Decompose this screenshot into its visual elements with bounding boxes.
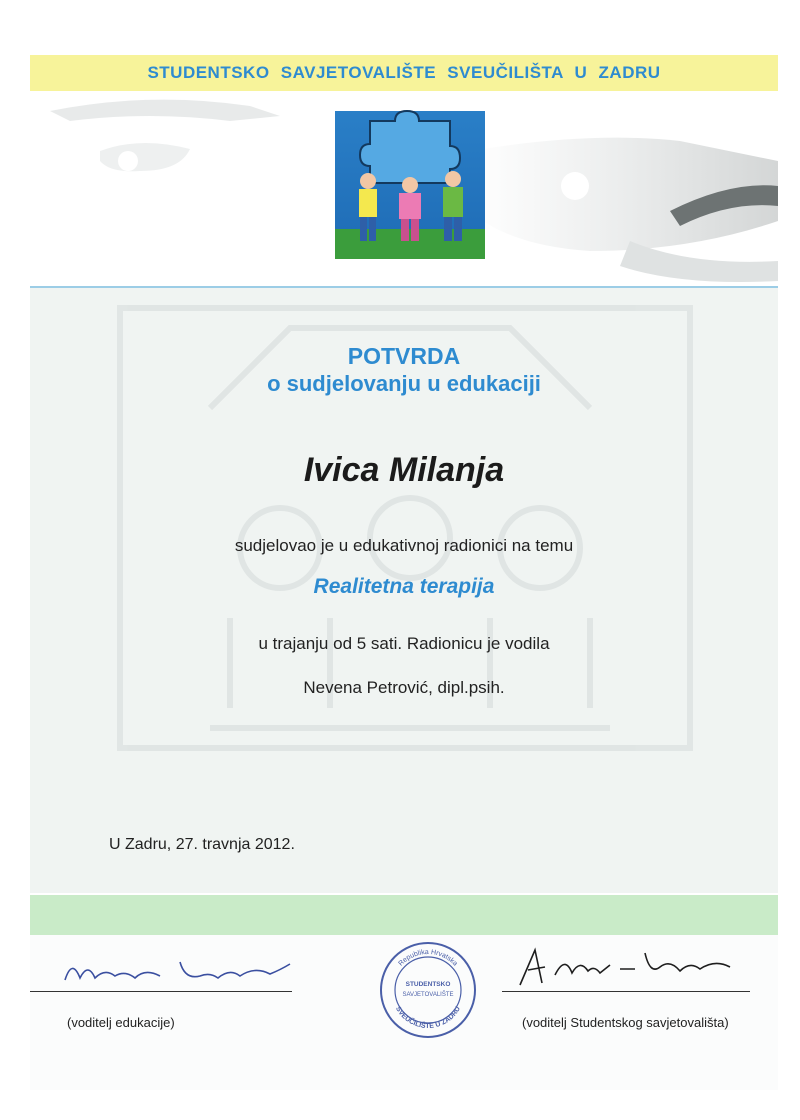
leader-name: Nevena Petrović, dipl.psih. xyxy=(303,678,505,697)
certificate-title xyxy=(30,343,778,397)
right-signature xyxy=(510,945,750,993)
banner-title: STUDENTSKO SAVJETOVALIŠTE SVEUČILIŠTA U ZADRU xyxy=(147,63,661,82)
stamp-center-line-2: SAVJETOVALIŠTE xyxy=(402,992,454,998)
right-signature-line xyxy=(502,991,750,992)
header-banner xyxy=(30,55,778,91)
faded-puzzle-right-icon xyxy=(470,138,778,282)
recipient-name: Ivica Milanja xyxy=(303,451,505,489)
participation-text: sudjelovao je u edukativnoj radionici na temu xyxy=(234,536,574,555)
title-line-1: POTVRDA xyxy=(347,343,461,369)
left-signature-line xyxy=(30,991,292,992)
workshop-topic: Realitetna terapija xyxy=(313,575,495,598)
stamp-top-text: Republika Hrvatska xyxy=(397,948,459,968)
faded-puzzle-left-icon xyxy=(50,100,280,172)
left-signature xyxy=(60,950,300,995)
left-caption: (voditelj edukacije) xyxy=(67,1015,175,1030)
footer-band xyxy=(30,895,778,935)
duration-text: u trajanju od 5 sati. Radionicu je vodila xyxy=(258,634,550,653)
header-artwork xyxy=(30,91,778,286)
place-date: U Zadru, 27. travnja 2012. xyxy=(109,836,295,853)
title-line-2: o sudjelovanju u edukaciji xyxy=(267,371,541,396)
official-stamp-icon xyxy=(378,940,478,1040)
right-caption: (voditelj Studentskog savjetovališta) xyxy=(522,1015,729,1030)
stamp-center-line-1: STUDENTSKO xyxy=(405,981,451,988)
puzzle-people-logo-icon xyxy=(335,111,485,259)
stamp-bottom-text: SVEUČILIŠTE U ZADRU xyxy=(394,1005,462,1031)
